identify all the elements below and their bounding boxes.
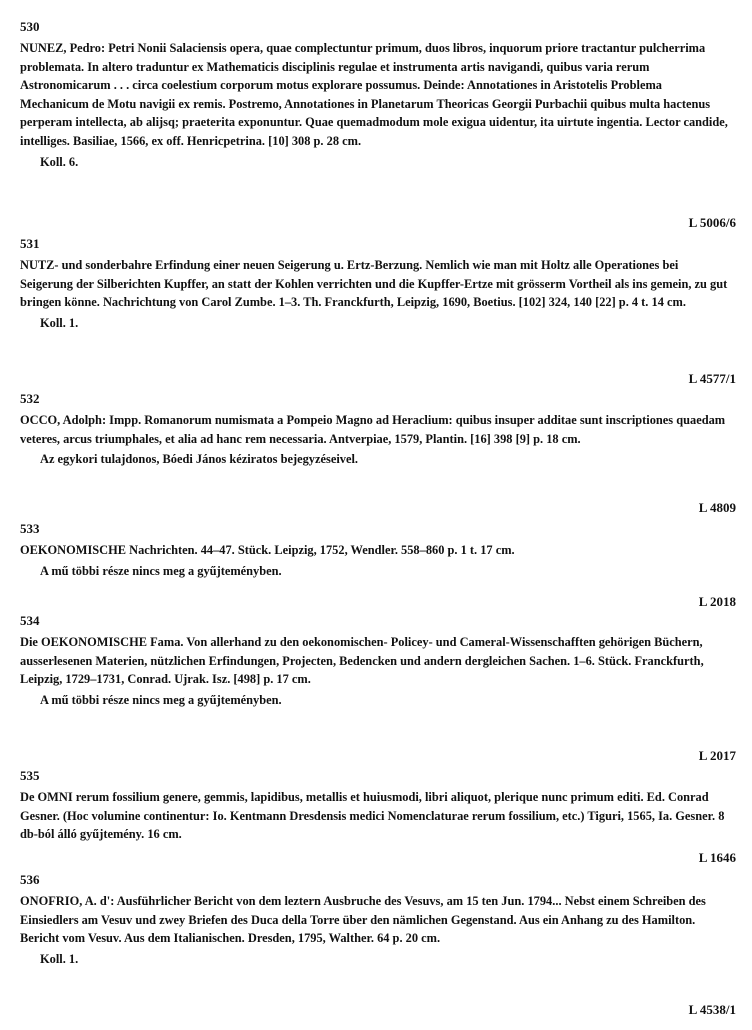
entry-number: 536	[20, 872, 40, 887]
entry-description: NUNEZ, Pedro: Petri Nonii Salaciensis opera, quae complectuntur primum, duos libros, inquorum priore tractantur pulcherrima problemata. In altero traduntur ex Mathematicis disciplinis regulae et instrumenta artis navigandi, quibus varia rerum Astronomicarum . . . circa coelestium corporum motus explorare possumus. Deinde: Annotationes in Aristotelis Problema Mechanicum de Motu navigii ex remis. Postremo, Annotationes in Planetarum Theoricas Georgii Purbachii quibus multa hactenus perperam intellecta, ab alijsq; praeterita exponuntur. Quae quemadmodum mole exigua uidentur, ita uirtute ingentia. Lector candide, intelliges. Basiliae, 1566, ex off. Henricpetrina. [10] 308 p. 28 cm.	[20, 41, 728, 148]
entry-number: 531	[20, 236, 40, 251]
entry-note: A mű többi része nincs meg a gyűjteményben.	[40, 692, 282, 707]
entry-number: 532	[20, 391, 40, 406]
entry-note: A mű többi része nincs meg a gyűjteményben.	[40, 563, 282, 578]
catalog-entry-532	[20, 390, 732, 469]
entry-number: 534	[20, 613, 40, 628]
catalog-entry-536	[20, 871, 732, 968]
shelf-signature: L 2018	[698, 594, 736, 609]
entry-description: NUTZ- und sonderbahre Erfindung einer neuen Seigerung u. Ertz-Berzung. Nemlich wie man mit Holtz alle Operationes bei Seigerung der Silberichten Kupffer, an statt der Kohlen verrichten und die Kupffer-Ertze mit grösserm Vortheil als ins gemein, zu gut bringen könne. Nachrichtung von Carol Zumbe. 1–3. Th. Franckfurth, Leipzig, 1690, Boetius. [102] 324, 140 [22] p. 4 t. 14 cm.	[20, 258, 728, 310]
catalog-entry-530	[20, 18, 732, 171]
entry-note: Koll. 1.	[40, 951, 79, 966]
catalog-entry-531	[20, 235, 732, 332]
entry-description: OCCO, Adolph: Impp. Romanorum numismata a Pompeio Magno ad Heraclium: quibus insuper additae sunt inscriptiones quaedam veteres, arcus triumphales, et alia ad hanc rem necessaria. Antverpiae, 1579, Plantin. [16] 398 [9] p. 18 cm.	[20, 413, 726, 446]
entry-description: De OMNI rerum fossilium genere, gemmis, lapidibus, metallis et huiusmodi, libri aliquot, plerique nunc primum editi. Ed. Conrad Gesner. (Hoc volumine continentur: Io. Kentmann Dresdensis medici Nomenclaturae rerum fossilium, etc.) Tiguri, 1565, Ia. Gesner. 8 db-ból álló gyűjtemény. 16 cm.	[20, 790, 725, 842]
entry-note: Koll. 1.	[40, 315, 79, 330]
catalog-entry-533	[20, 520, 732, 580]
entry-note: Az egykori tulajdonos, Bóedi János kéziratos bejegyzéseivel.	[40, 452, 358, 467]
shelf-signature: L 4809	[698, 500, 736, 515]
catalog-entry-535	[20, 767, 732, 844]
shelf-signature: L 4538/1	[688, 1002, 736, 1017]
entry-note: Koll. 6.	[40, 154, 79, 169]
entry-number: 535	[20, 768, 40, 783]
entry-number: 533	[20, 521, 40, 536]
shelf-signature: L 1646	[698, 850, 736, 865]
shelf-signature: L 5006/6	[688, 215, 736, 230]
shelf-signature: L 4577/1	[688, 371, 736, 386]
entry-description: ONOFRIO, A. d': Ausführlicher Bericht von dem leztern Ausbruche des Vesuvs, am 15 ten Jun. 1794... Nebst einem Schreiben des Einsiedlers am Vesuv und zwey Briefen des Duca della Torre über den nämlichen Gegenstand. Aus ein Anhang zu des Hamilton. Bericht vom Vesuv. Aus dem Italianischen. Dresden, 1795, Walther. 64 p. 20 cm.	[20, 894, 706, 946]
entry-description: Die OEKONOMISCHE Fama. Von allerhand zu den oekonomischen- Policey- und Cameral-Wissenschafften gehörigen Büchern, ausserlesenen Materien, nützlichen Erfindungen, Projecten, Bedencken und andern dergleichen Sachen. 1–6. Stück. Franckfurth, Leipzig, 1729–1731, Conrad. Ujrak. Isz. [498] p. 17 cm.	[20, 635, 704, 687]
shelf-signature: L 2017	[698, 748, 736, 763]
entry-number: 530	[20, 19, 40, 34]
catalog-entry-534	[20, 612, 732, 709]
entry-description: OEKONOMISCHE Nachrichten. 44–47. Stück. Leipzig, 1752, Wendler. 558–860 p. 1 t. 17 cm.	[20, 543, 515, 557]
